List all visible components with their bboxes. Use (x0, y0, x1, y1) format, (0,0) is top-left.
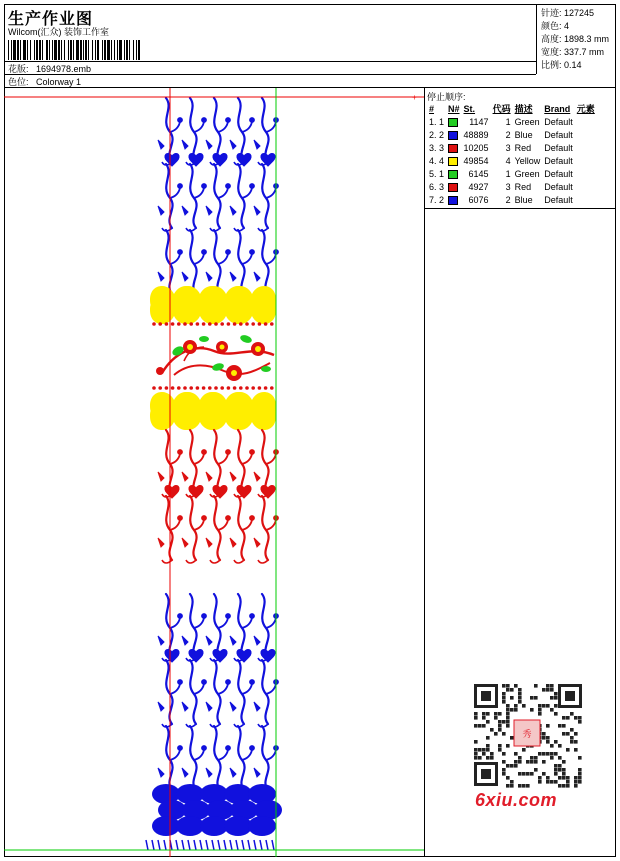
cell-code: 3 (505, 181, 511, 192)
cell-brand: Default (544, 116, 573, 127)
height-label: 高度: (541, 34, 562, 44)
cell-idx: 2. 2 (429, 129, 445, 140)
cell-element (575, 141, 597, 154)
stop-sequence-table (427, 102, 597, 206)
header (4, 4, 616, 88)
cell-code: 3 (505, 142, 511, 153)
color-swatch-cell (446, 115, 462, 128)
cell-idx: 4. 4 (429, 155, 445, 166)
cell-idx: 5. 1 (429, 168, 445, 179)
cell-brand: Default (544, 142, 573, 153)
height-value: 1898.3 mm (564, 34, 610, 44)
cell-brand: Default (544, 155, 573, 166)
cell-idx: 1. 1 (429, 116, 445, 127)
table-row (427, 193, 597, 206)
column-header: # (429, 103, 435, 114)
stop-sequence-title: 停止顺序: (427, 92, 466, 102)
yellow-scallop-band-upper (150, 286, 276, 324)
cell-element (575, 167, 597, 180)
yellow-scallop-band-lower (150, 392, 276, 430)
cell-desc: Red (514, 142, 532, 153)
svg-text:秀: 秀 (522, 729, 532, 739)
qr-code (470, 680, 586, 790)
color-swatch (448, 183, 458, 192)
color-swatch (448, 144, 458, 153)
scale-label: 比例: (541, 60, 562, 70)
stitches-label: 针迹: (541, 8, 562, 18)
red-flower-motif (156, 334, 274, 381)
column-header: 代码 (492, 104, 511, 114)
color-swatch-cell (446, 167, 462, 180)
color-swatch (448, 118, 458, 127)
watermark-logo: 6xiu.com (475, 790, 558, 810)
column-header: Brand (544, 103, 571, 114)
colorway-label: 色位: (8, 77, 29, 87)
color-swatch-cell (446, 193, 462, 206)
cell-element (575, 154, 597, 167)
cell-brand: Default (544, 129, 573, 140)
cell-desc: Red (514, 181, 532, 192)
cell-code: 4 (505, 155, 511, 166)
cell-desc: Green (514, 168, 540, 179)
barcode (8, 40, 143, 60)
cell-idx: 3. 3 (429, 142, 445, 153)
blue-lace-border (146, 784, 282, 850)
column-header: N# (448, 103, 460, 114)
color-swatch-cell (446, 154, 462, 167)
cell-brand: Default (544, 181, 573, 192)
page-title: 生产作业图 (8, 11, 94, 28)
color-swatch-cell (446, 180, 462, 193)
cell-st: 6145 (468, 168, 489, 179)
design-file-value: 1694978.emb (36, 64, 92, 74)
column-header: 描述 (514, 104, 533, 114)
table-row (427, 115, 597, 128)
corner-mark: + (412, 93, 417, 102)
cell-code: 1 (505, 116, 511, 127)
cell-desc: Blue (514, 129, 533, 140)
cell-desc: Yellow (514, 155, 541, 166)
cell-st: 6076 (468, 194, 489, 205)
cell-desc: Green (514, 116, 540, 127)
cell-element (575, 193, 597, 206)
divider (4, 74, 536, 75)
colorway-value: Colorway 1 (36, 77, 82, 87)
design-preview (4, 88, 425, 857)
column-header: 元素 (576, 104, 595, 114)
specs-box (536, 4, 616, 74)
stop-sequence-panel (425, 88, 616, 209)
width-value: 337.7 mm (564, 47, 605, 57)
cell-st: 48889 (463, 129, 489, 140)
table-row (427, 154, 597, 167)
colors-label: 颜色: (541, 21, 562, 31)
cell-st: 49854 (463, 155, 489, 166)
cell-element (575, 115, 597, 128)
column-header: St. (463, 103, 476, 114)
color-swatch-cell (446, 128, 462, 141)
embroidery-design (4, 88, 425, 857)
color-swatch (448, 157, 458, 166)
color-swatch-cell (446, 141, 462, 154)
table-row (427, 167, 597, 180)
table-row (427, 128, 597, 141)
stitches-value: 127245 (564, 8, 595, 18)
cell-element (575, 180, 597, 193)
color-swatch (448, 170, 458, 179)
scale-value: 0.14 (564, 60, 582, 70)
cell-desc: Blue (514, 194, 533, 205)
cell-brand: Default (544, 194, 573, 205)
blue-vine-band-top (158, 98, 278, 297)
color-swatch (448, 131, 458, 140)
design-file-label: 花版: (8, 64, 29, 74)
table-row (427, 141, 597, 154)
cell-idx: 7. 2 (429, 194, 445, 205)
red-vine-band (158, 430, 278, 563)
color-swatch (448, 196, 458, 205)
cell-code: 2 (505, 129, 511, 140)
cell-brand: Default (544, 168, 573, 179)
table-row (427, 180, 597, 193)
colors-value: 4 (564, 21, 570, 31)
cell-element (575, 128, 597, 141)
cell-st: 4927 (468, 181, 489, 192)
width-label: 宽度: (541, 47, 562, 57)
cell-st: 1147 (469, 116, 489, 127)
blue-vine-band-bottom (158, 594, 278, 793)
cell-st: 10205 (463, 142, 489, 153)
cell-idx: 6. 3 (429, 181, 445, 192)
colorway-row (8, 75, 81, 88)
company-name: Wilcom(汇众) 装饰工作室 (8, 27, 109, 37)
cell-code: 1 (505, 168, 511, 179)
cell-code: 2 (505, 194, 511, 205)
